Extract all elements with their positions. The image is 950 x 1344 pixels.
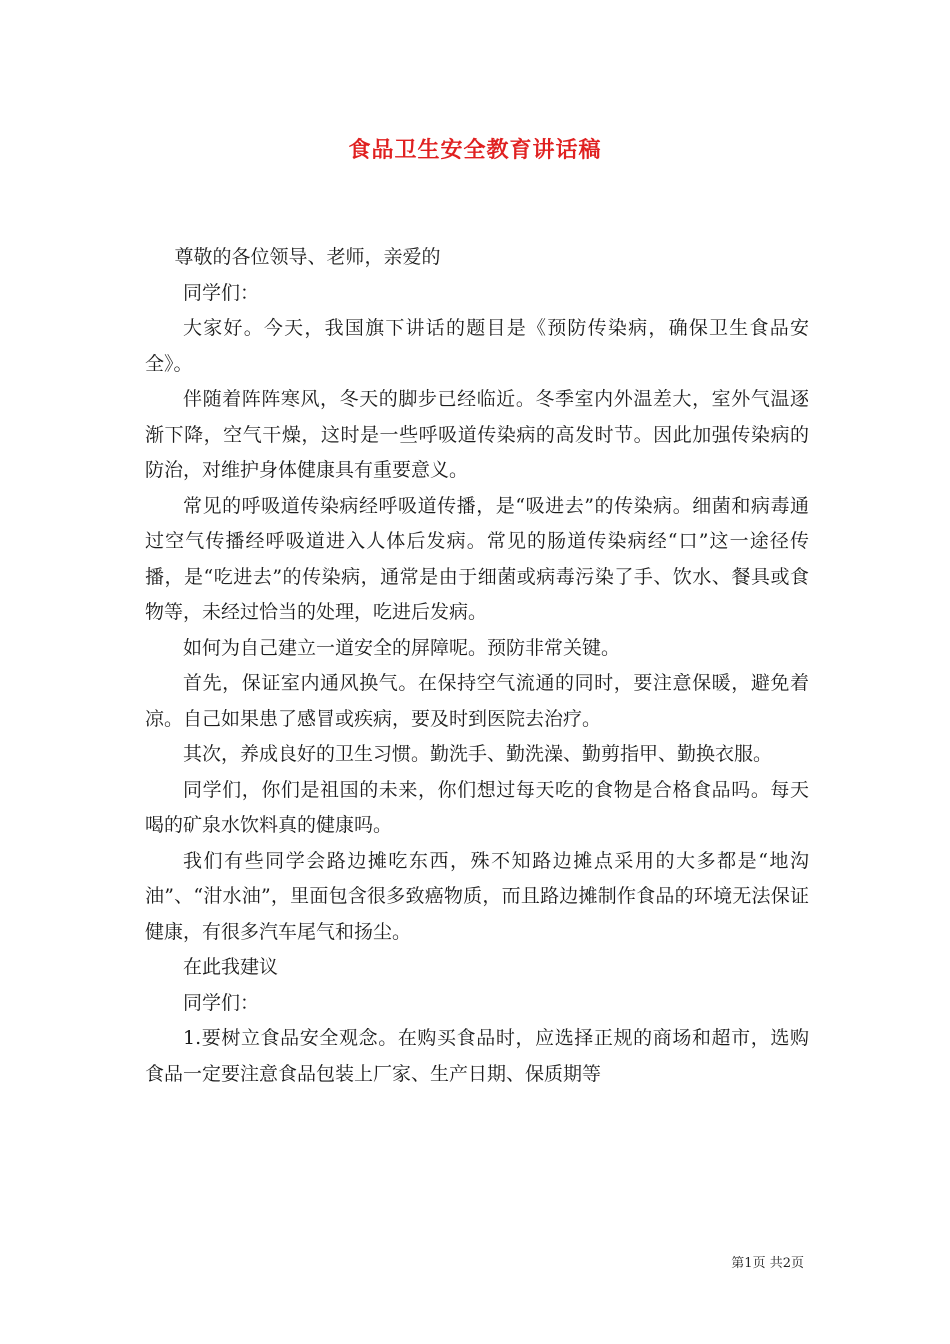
paragraph: 同学们，你们是祖国的未来，你们想过每天吃的食物是合格食品吗。每天喝的矿泉水饮料真的健康吗。 — [145, 778, 809, 836]
paragraph: 伴随着阵阵寒风，冬天的脚步已经临近。冬季室内外温差大，室外气温逐渐下降，空气干燥，这时是一些呼吸道传染病的高发时节。因此加强传染病的防治，对维护身体健康具有重要意义。 — [145, 388, 809, 481]
paragraph-salutation: 尊敬的各位领导、老师，亲爱的 — [174, 246, 441, 268]
paragraph-salutation-cont: 同学们： — [183, 281, 260, 304]
page-number-footer — [731, 1252, 804, 1271]
paragraph: 其次，养成良好的卫生习惯。勤洗手、勤洗澡、勤剪指甲、勤换衣服。 — [183, 743, 773, 765]
page-suffix: 页 — [790, 1256, 804, 1271]
page-mid: 页 共 — [752, 1256, 783, 1271]
paragraph: 常见的呼吸道传染病经呼吸道传播，是“吸进去”的传染病。细菌和病毒通过空气传播经呼吸道进入人体后发病。常见的肠道传染病经“口”这一途径传播，是“吃进去”的传染病，通常是由于细菌或病毒污染了手、饮水、餐具或食物等，未经过恰当的处理，吃进后发病。 — [145, 494, 809, 623]
paragraph: 如何为自己建立一道安全的屏障呢。预防非常关键。 — [183, 636, 621, 659]
paragraph: 首先，保证室内通风换气。在保持空气流通的同时，要注意保暖，避免着凉。自己如果患了感冒或疾病，要及时到医院去治疗。 — [145, 672, 809, 730]
paragraph: 大家好。今天，我国旗下讲话的题目是《预防传染病，确保卫生食品安全》。 — [145, 317, 809, 375]
paragraph: 同学们： — [183, 991, 260, 1014]
current-page-number: 1 — [744, 1256, 753, 1271]
document-title: 食品卫生安全教育讲话稿 — [348, 137, 602, 163]
paragraph: 我们有些同学会路边摊吃东西，殊不知路边摊点采用的大多都是“地沟油”、“泔水油”，里面包含很多致癌物质，而且路边摊制作食品的环境无法保证健康，有很多汽车尾气和扬尘。 — [145, 849, 809, 943]
page-prefix: 第 — [731, 1256, 745, 1271]
total-page-number: 2 — [782, 1256, 791, 1271]
paragraph: 1.要树立食品安全观念。在购买食品时，应选择正规的商场和超市，选购食品一定要注意食品包装上厂家、生产日期、保质期等 — [145, 1027, 809, 1085]
document-body — [145, 240, 809, 1092]
paragraph: 在此我建议 — [183, 956, 279, 978]
